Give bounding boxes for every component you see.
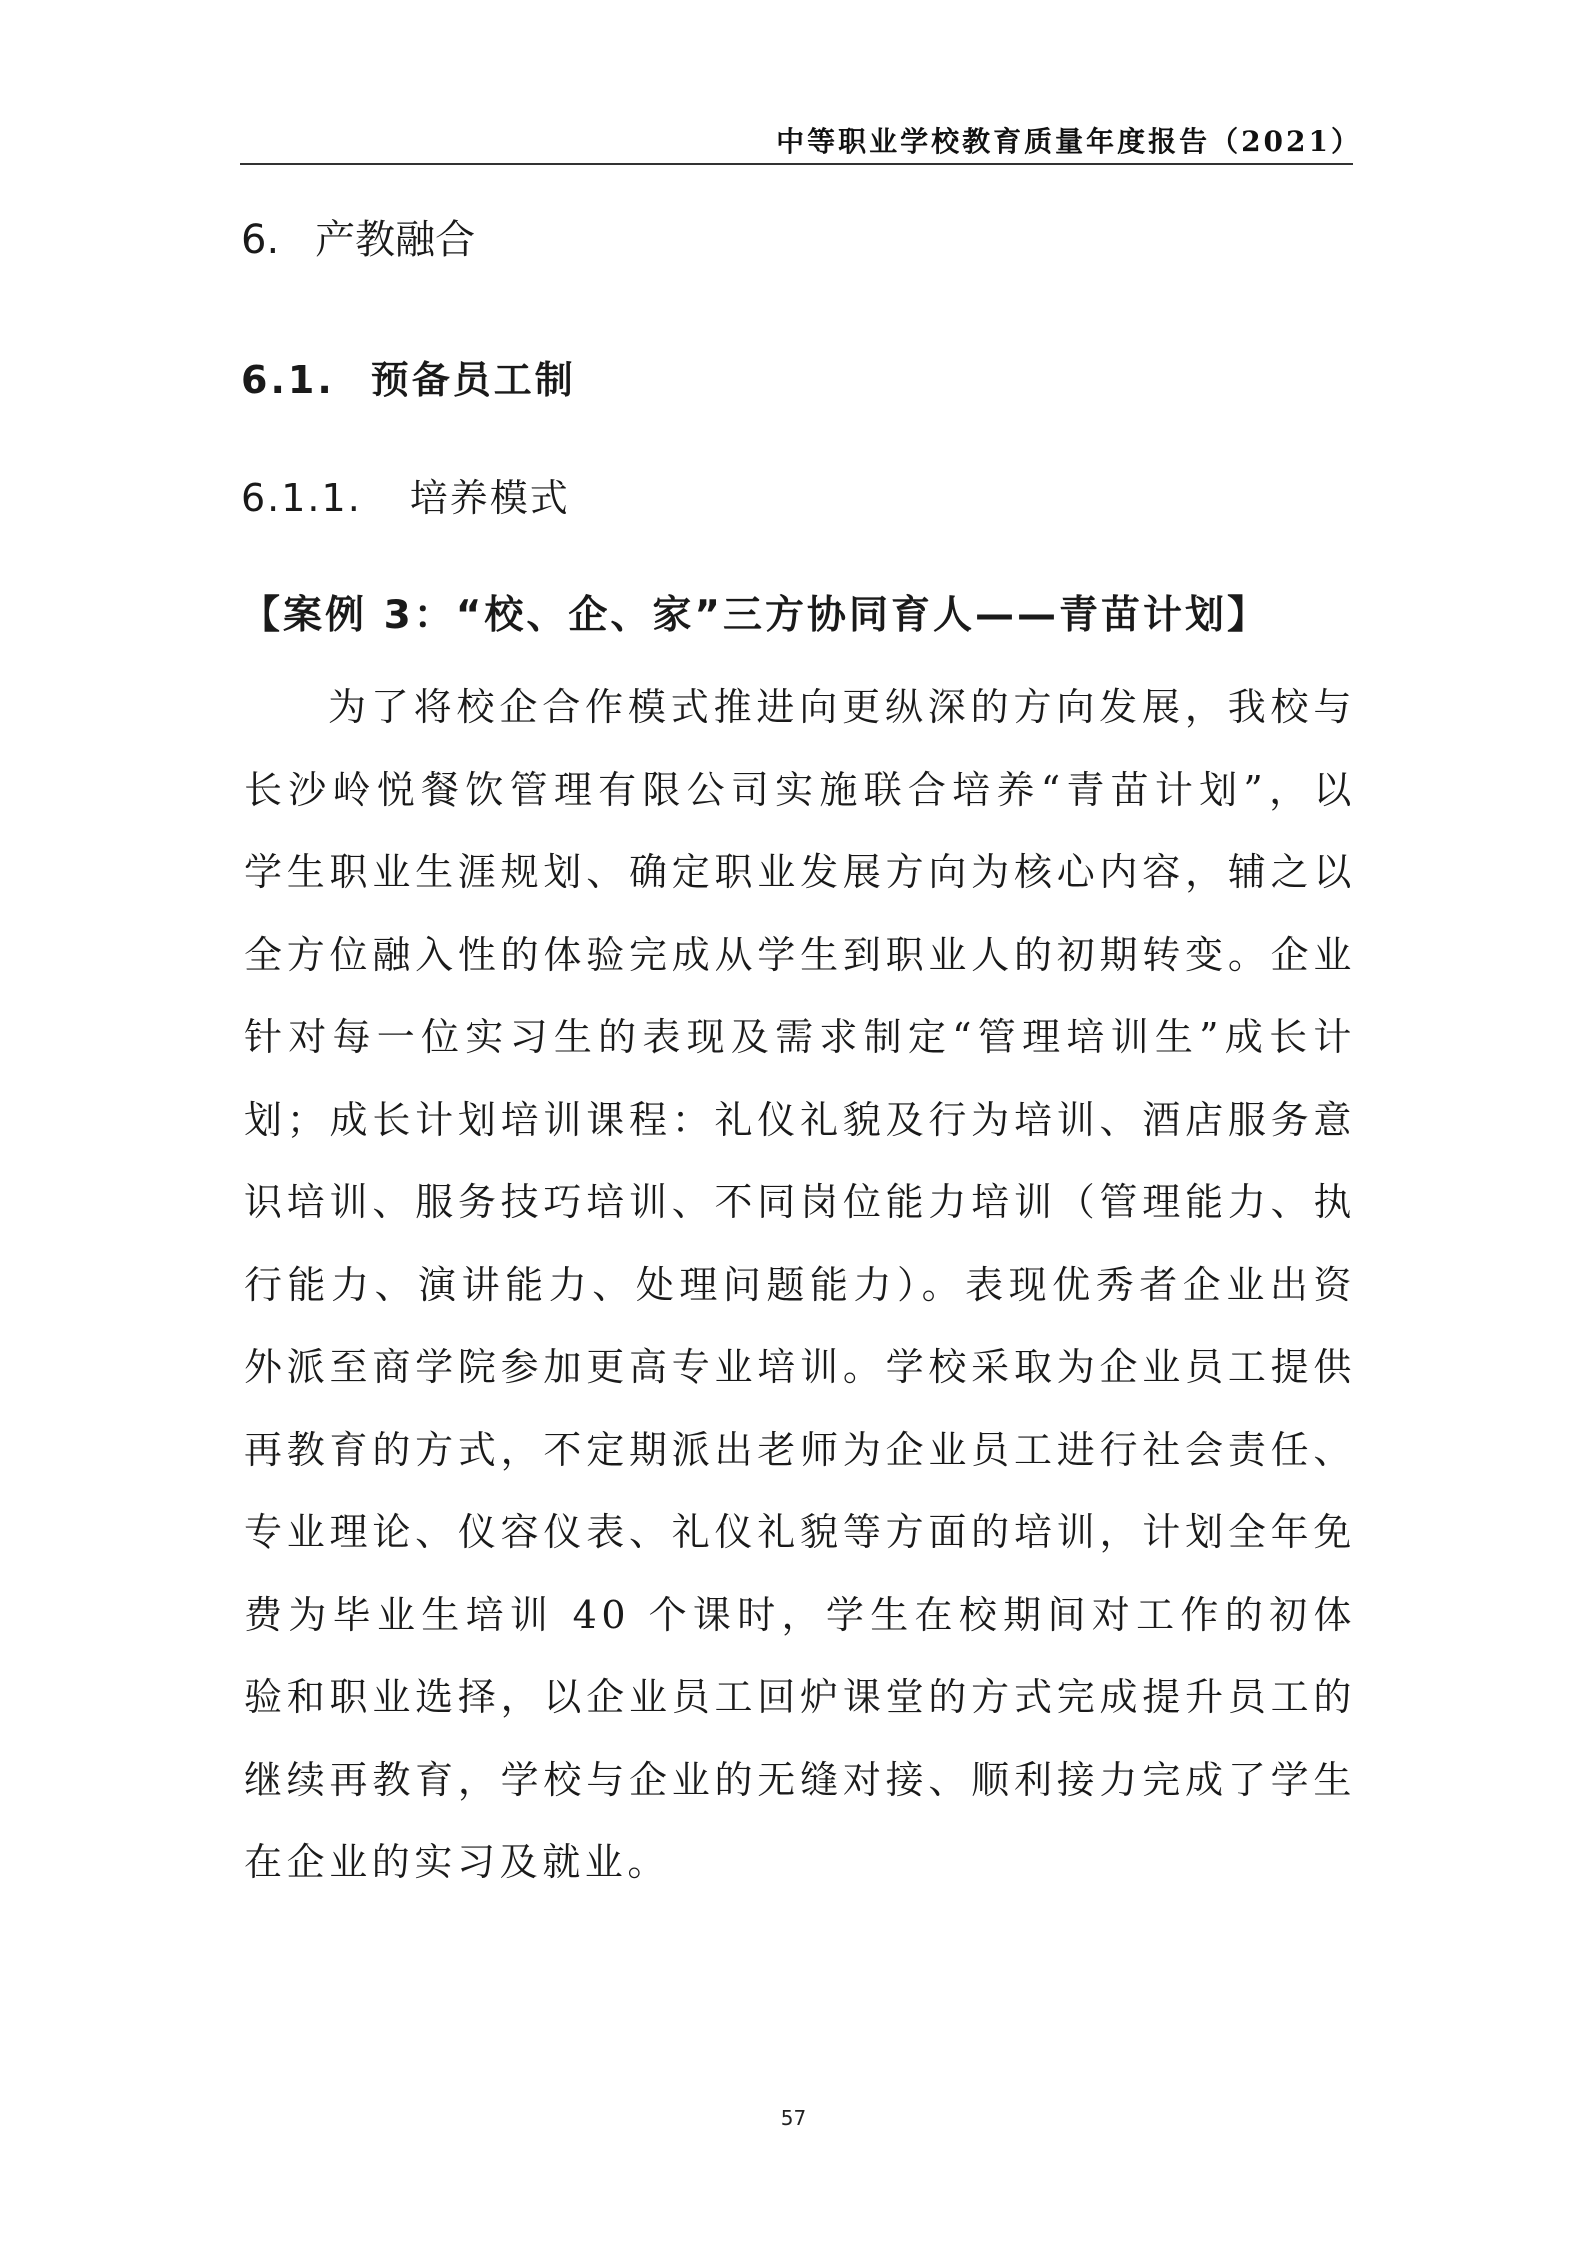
subsubsection-number: 6.1.1. [241, 476, 362, 520]
subsection-heading [241, 352, 576, 408]
header-rule [240, 163, 1353, 165]
subsection-number: 6.1. [241, 358, 335, 402]
case-body-paragraph: 为了将校企合作模式推进向更纵深的方向发展，我校与长沙岭悦餐饮管理有限公司实施联合培养“青苗计划”，以学生职业生涯规划、确定职业发展方向为核心内容，辅之以全方位融入性的体验完成从学生到职业人的初期转变。企业针对每一位实习生的表现及需求制定“管理培训生”成长计划；成长计划培训课程：礼仪礼貌及行为培训、酒店服务意识培训、服务技巧培训、不同岗位能力培训（管理能力、执行能力、演讲能力、处理问题能力）。表现优秀者企业出资外派至商学院参加更高专业培训。学校采取为企业员工提供再教育的方式，不定期派出老师为企业员工进行社会责任、专业理论、仪容仪表、礼仪礼貌等方面的培训，计划全年免费为毕业生培训 40 个课时，学生在校期间对工作的初体验和职业选择，以企业员工回炉课堂的方式完成提升员工的继续再教育，学校与企业的无缝对接、顺利接力完成了学生在企业的实习及就业。 [244, 685, 1356, 1884]
subsubsection-title: 培养模式 [409, 476, 570, 520]
case-title: 【案例 3：“校、企、家”三方协同育人——青苗计划】 [241, 593, 1269, 638]
page-number: 57 [780, 2106, 807, 2130]
subsection-title: 预备员工制 [370, 358, 576, 402]
section-heading [241, 212, 475, 268]
subsubsection-heading [241, 470, 570, 526]
section-number: 6. [241, 217, 280, 263]
running-header-title: 中等职业学校教育质量年度报告（2021） [776, 125, 1362, 158]
section-title: 产教融合 [315, 217, 476, 263]
